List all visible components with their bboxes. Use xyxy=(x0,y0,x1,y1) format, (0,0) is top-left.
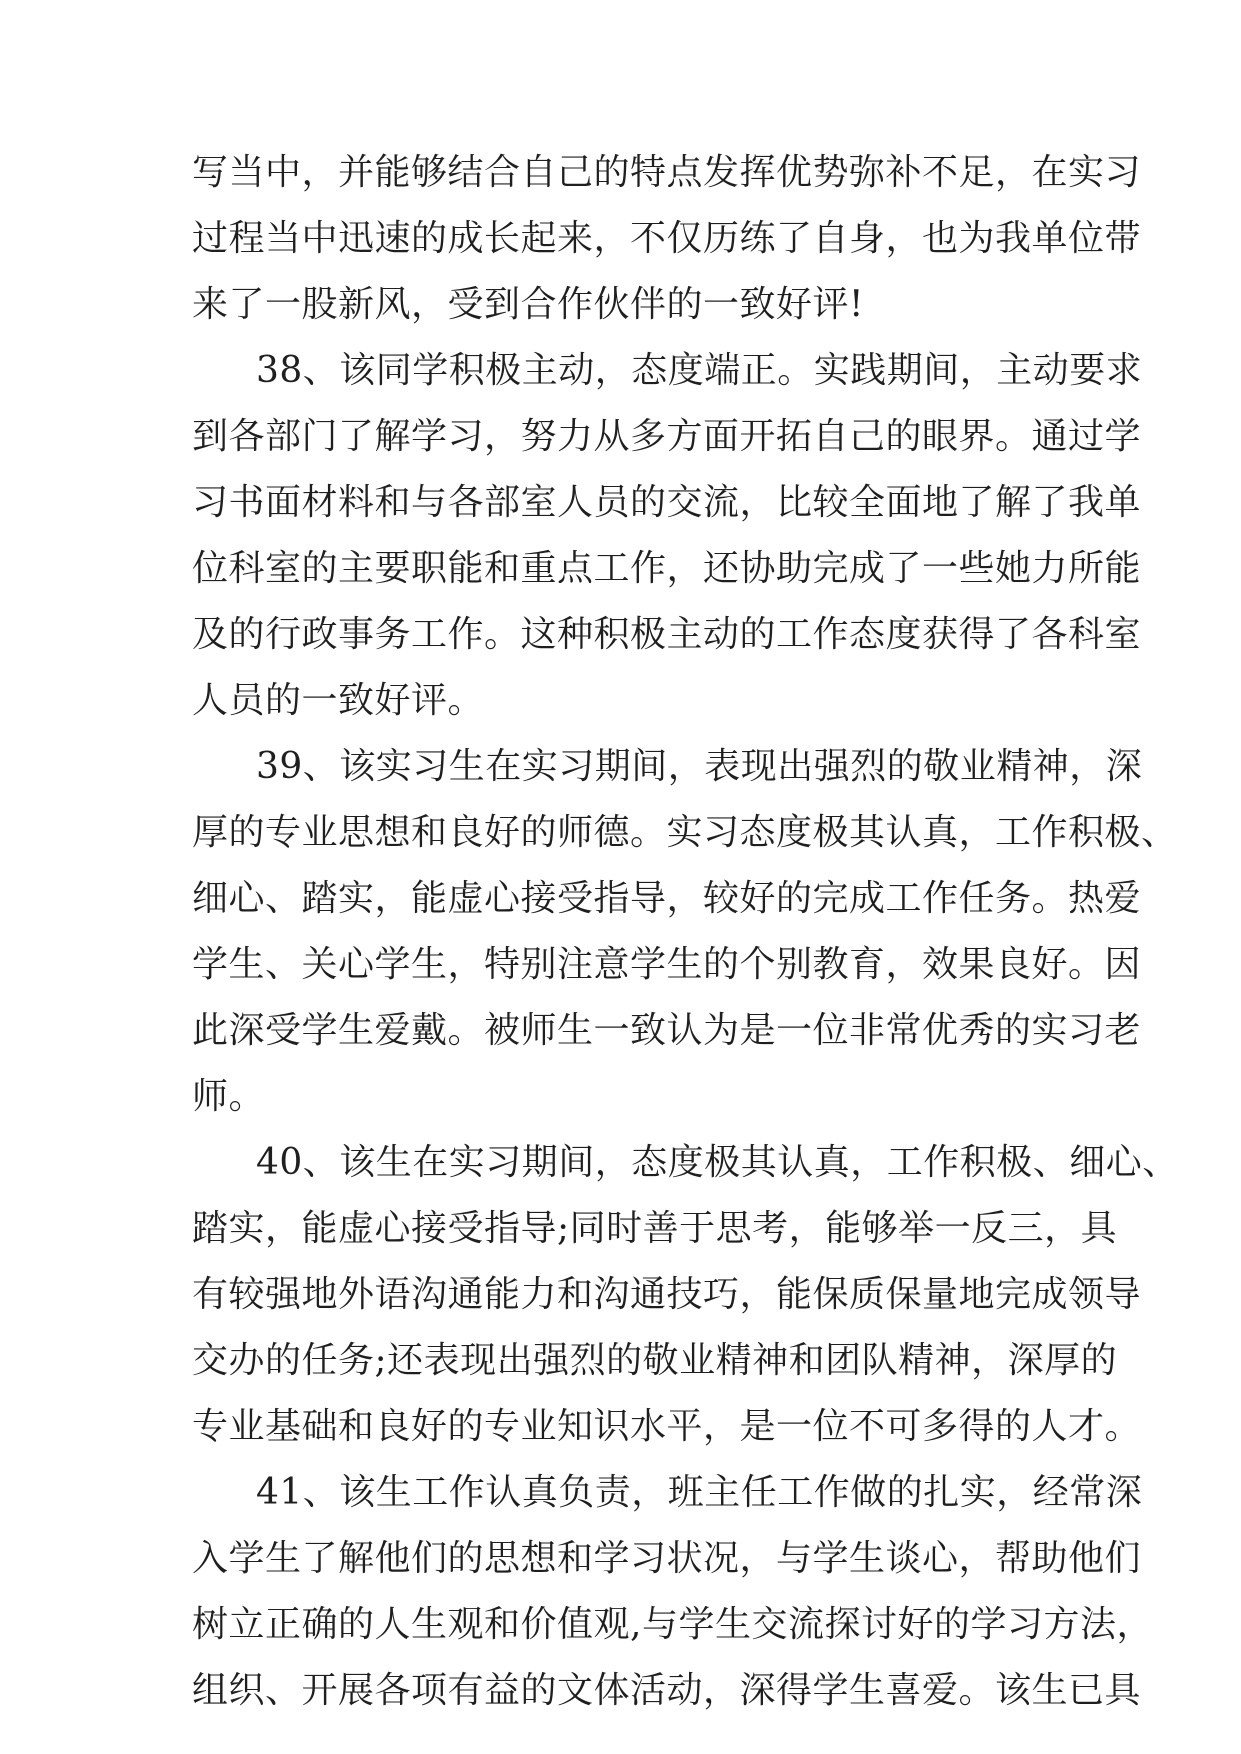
text-line: 人员的一致好评。 xyxy=(192,680,485,721)
text-line: 树立正确的人生观和价值观,与学生交流探讨好的学习方法， xyxy=(192,1604,1153,1645)
text-line: 过程当中迅速的成长起来，不仅历练了自身，也为我单位带 xyxy=(192,218,1142,259)
text-line: 踏实，能虚心接受指导;同时善于思考，能够举一反三，具 xyxy=(192,1208,1118,1249)
text-line: 习书面材料和与各部室人员的交流，比较全面地了解了我单 xyxy=(192,482,1142,523)
paragraph-38-start: 38、该同学积极主动，态度端正。实践期间，主动要求 xyxy=(256,350,1143,391)
paragraph-40-start: 40、该生在实习期间，态度极其认真，工作积极、细心、 xyxy=(256,1142,1179,1183)
paragraph-39-start: 39、该实习生在实习期间，表现出强烈的敬业精神，深 xyxy=(256,746,1143,787)
text-line: 及的行政事务工作。这种积极主动的工作态度获得了各科室 xyxy=(192,614,1142,655)
text-line: 组织、开展各项有益的文体活动，深得学生喜爱。该生已具 xyxy=(192,1670,1142,1711)
text-line: 位科室的主要职能和重点工作，还协助完成了一些她力所能 xyxy=(192,548,1142,589)
text-line: 专业基础和良好的专业知识水平，是一位不可多得的人才。 xyxy=(192,1406,1142,1447)
paragraph-41-start: 41、该生工作认真负责，班主任工作做的扎实，经常深 xyxy=(256,1472,1143,1513)
text-line: 师。 xyxy=(192,1076,266,1117)
text-line: 入学生了解他们的思想和学习状况，与学生谈心，帮助他们 xyxy=(192,1538,1142,1579)
text-line: 此深受学生爱戴。被师生一致认为是一位非常优秀的实习老 xyxy=(192,1010,1142,1051)
text-line: 学生、关心学生，特别注意学生的个别教育，效果良好。因 xyxy=(192,944,1142,985)
text-line: 厚的专业思想和良好的师德。实习态度极其认真，工作积极、 xyxy=(192,812,1178,853)
text-line: 交办的任务;还表现出强烈的敬业精神和团队精神，深厚的 xyxy=(192,1340,1118,1381)
text-line: 到各部门了解学习，努力从多方面开拓自己的眼界。通过学 xyxy=(192,416,1142,457)
text-line: 有较强地外语沟通能力和沟通技巧，能保质保量地完成领导 xyxy=(192,1274,1142,1315)
text-line: 细心、踏实，能虚心接受指导，较好的完成工作任务。热爱 xyxy=(192,878,1142,919)
text-line: 写当中，并能够结合自己的特点发挥优势弥补不足，在实习 xyxy=(192,152,1142,193)
text-line: 来了一股新风，受到合作伙伴的一致好评! xyxy=(192,284,864,325)
